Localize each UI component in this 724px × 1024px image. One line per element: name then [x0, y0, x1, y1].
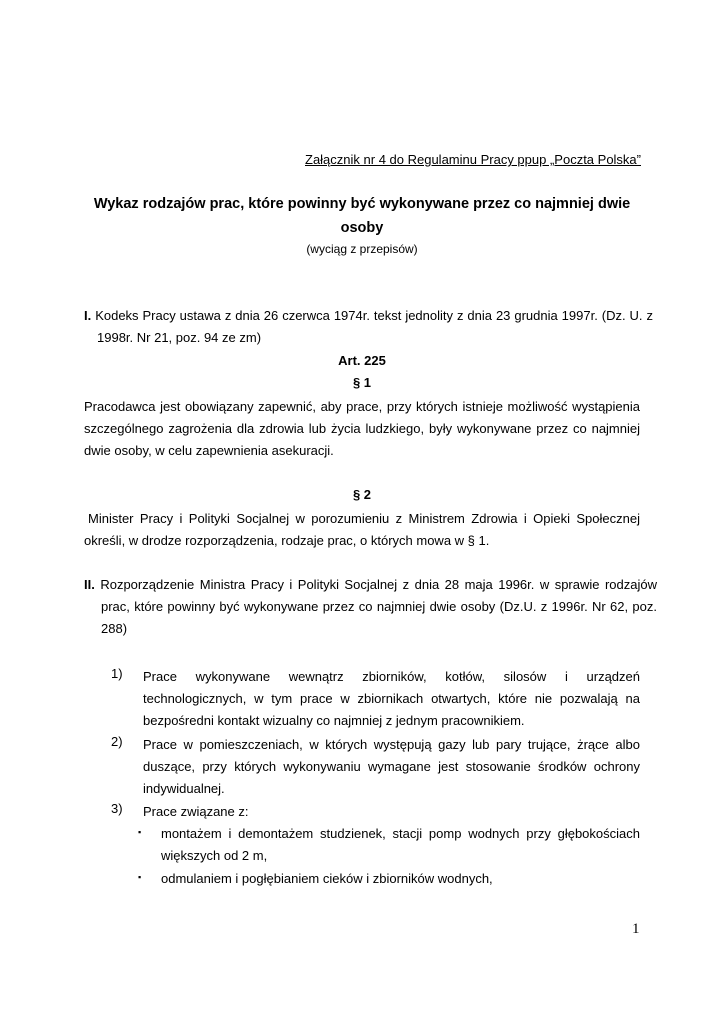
paragraph-2-text: Minister Pracy i Polityki Socjalnej w porozumieniu z Ministrem Zdrowia i Opieki Społecznej określi, w drodze rozporządzenia, rodzaje prac, o których mowa w § 1. [84, 511, 640, 548]
list-item: Prace wykonywane wewnątrz zbiorników, kotłów, silosów i urządzeń technologicznych, w tym prace w zbiornikach otwartych, które nie pozwalają na bezpośredni kontakt wizualny co najmniej z jednym pracownikiem. [143, 669, 640, 728]
list-item-number: 3) [111, 801, 123, 816]
section-2-marker: II. [84, 577, 95, 592]
paragraph-1-text: Pracodawca jest obowiązany zapewnić, aby prace, przy których istnieje możliwość wystąpienia szczególnego zagrożenia dla zdrowia lub życia ludzkiego, były wykonywane przez co najmniej dwie osoby, w celu zapewnienia asekuracji. [84, 399, 640, 458]
sub-list-item: montażem i demontażem studzienek, stacji pomp wodnych przy głębokościach większych od 2 m, [161, 826, 640, 863]
paragraph-1-label: § 1 [352, 375, 372, 390]
paragraph-2-label: § 2 [352, 487, 372, 502]
section-1-heading [84, 305, 653, 349]
square-bullet-icon: ▪ [138, 872, 142, 882]
list-item-number: 2) [111, 734, 123, 749]
page-number: 1 [632, 921, 640, 937]
section-2-heading [84, 574, 657, 640]
document-subtitle: (wyciąg z przepisów) [306, 242, 418, 256]
list-item-number: 1) [111, 666, 123, 681]
document-title: Wykaz rodzajów prac, które powinny być wykonywane przez co najmniej dwie osoby [93, 196, 631, 236]
section-1-text: Kodeks Pracy ustawa z dnia 26 czerwca 1974r. tekst jednolity z dnia 23 grudnia 1997r. (Dz. U. z 1998r. Nr 21, poz. 94 ze zm) [95, 308, 653, 345]
article-label: Art. 225 [338, 353, 386, 368]
sub-list-item: odmulaniem i pogłębianiem cieków i zbiorników wodnych, [161, 871, 493, 886]
list-item: Prace w pomieszczeniach, w których występują gazy lub pary trujące, żrące albo duszące, przy których wykonywaniu wymagane jest stosowanie środków ochrony indywidualnej. [143, 737, 640, 796]
attachment-note: Załącznik nr 4 do Regulaminu Pracy ppup „Poczta Polska” [305, 152, 641, 167]
section-1-marker: I. [84, 308, 92, 323]
section-2-text: Rozporządzenie Ministra Pracy i Polityki Socjalnej z dnia 28 maja 1996r. w sprawie rodzajów prac, które powinny być wykonywane przez co najmniej dwie osoby (Dz.U. z 1996r. Nr 62, poz. 288) [100, 577, 657, 636]
square-bullet-icon: ▪ [138, 827, 142, 837]
list-item: Prace związane z: [143, 804, 249, 819]
